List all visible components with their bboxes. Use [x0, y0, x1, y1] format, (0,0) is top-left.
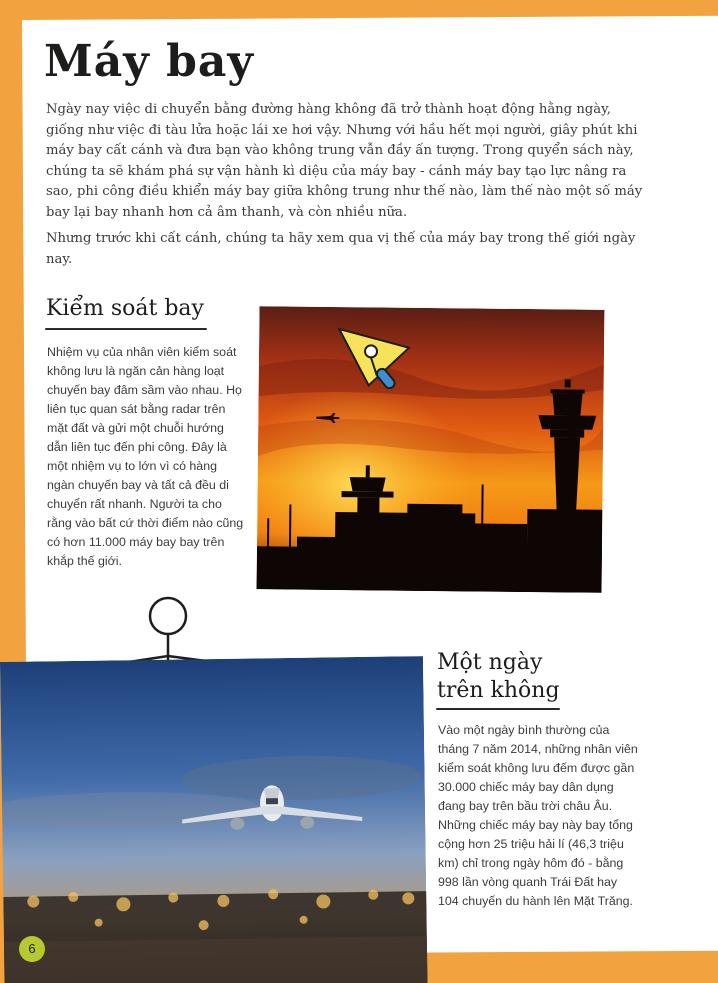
intro-paragraph-2: Nhưng trước khi cất cánh, chúng ta hãy xem qua vị thế của máy bay trong thế giới ngày nay.	[46, 231, 636, 267]
section-heading-day-in-air-line1: Một ngày	[437, 650, 543, 675]
heading-underline	[45, 328, 207, 330]
intro-paragraph-1: Ngày nay việc di chuyển bằng đường hàng không đã trở thành hoạt động hằng ngày, giống như việc đi tàu lửa hoặc lái xe hơi vậy. Nhưng với hầu hết mọi người, giây phút khi máy bay cất cánh và đưa bạn vào không trung vẫn đầy ấn tượng. Trong quyển sách này, chúng ta sẽ khám phá sự vận hành kì diệu của máy bay - cánh máy bay tạo lực nâng ra sao, phi công điều khiển máy bay giữa không trung như thế nào, làm thế nào một số máy bay lại bay nhanh hơn cả âm thanh, và còn nhiều nữa.	[46, 102, 643, 220]
section-heading-air-traffic-control: Kiểm soát bay	[46, 296, 204, 321]
heading-underline	[436, 708, 560, 710]
airplane-landing-photo	[0, 656, 428, 983]
page-number-badge: 6	[19, 936, 45, 962]
day-in-air-text: Vào một ngày bình thường của tháng 7 năm 2014, những nhân viên kiểm soát không lưu đếm được gần 30.000 chiếc máy bay dân dụng đang bay trên bầu trời châu Âu. Những chiếc máy bay này bay tổng cộng hơn 25 triệu hải lí (46,3 triệu km) chỉ trong ngày hôm đó - bằng 998 lần vòng quanh Trái Đất hay 104 chuyến du hành lên Mặt Trăng.	[438, 723, 638, 908]
control-tower-sunset-photo	[257, 306, 605, 593]
page-title: Máy bay	[44, 36, 254, 87]
section-heading-day-in-air-line2: trên không	[437, 678, 560, 703]
air-traffic-control-text: Nhiệm vụ của nhân viên kiểm soát không lưu là ngăn cản hàng loạt chuyến bay đâm sầm vào nhau. Họ liên tục quan sát bằng radar trên mặt đất và gửi một chuỗi hướng dẫn liên tục đến phi công. Đây là một nhiệm vụ to lớn vì có hàng ngàn chuyến bay và tất cả đều di chuyển rất nhanh. Người ta cho rằng vào bất cứ thời điểm nào cũng có hơn 11.000 máy bay bay trên khắp thế giới.	[47, 345, 244, 568]
intro-text	[46, 100, 651, 276]
